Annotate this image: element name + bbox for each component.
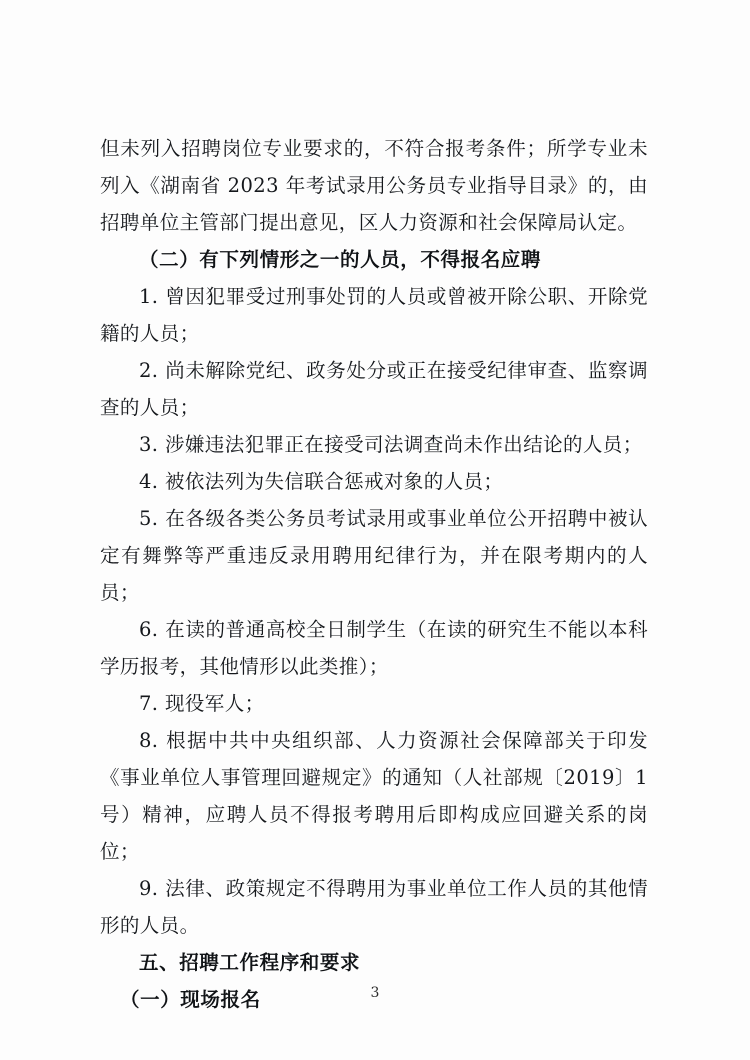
document-body <box>100 130 648 1018</box>
list-item: 9. 法律、政策规定不得聘用为事业单位工作人员的其他情形的人员。 <box>100 877 648 937</box>
list-item: 4. 被依法列为失信联合惩戒对象的人员； <box>139 470 504 493</box>
list-item: 2. 尚未解除党纪、政务处分或正在接受纪律审查、监察调查的人员； <box>100 359 648 419</box>
list-item: 7. 现役军人； <box>139 692 265 715</box>
list-item: 5. 在各级各类公务员考试录用或事业单位公开招聘中被认定有舞弊等严重违反录用聘用纪律行为，并在限考期内的人员； <box>100 507 648 604</box>
list-item: 6. 在读的普通高校全日制学生（在读的研究生不能以本科学历报考，其他情形以此类推）； <box>100 618 648 678</box>
list-item: 3. 涉嫌违法犯罪正在接受司法调查尚未作出结论的人员； <box>139 433 643 456</box>
section-heading-five: 五、招聘工作程序和要求 <box>139 951 361 974</box>
list-item: 8. 根据中共中央组织部、人力资源社会保障部关于印发《事业单位人事管理回避规定》的通知（人社部规〔2019〕1 号）精神，应聘人员不得报考聘用后即构成应回避关系的岗位； <box>100 729 648 863</box>
paragraph-continuation: 但未列入招聘岗位专业要求的，不符合报考条件；所学专业未列入《湖南省 2023 年考试录用公务员专业指导目录》的，由招聘单位主管部门提出意见，区人力资源和社会保障局认定。 <box>100 137 648 234</box>
page-number: 3 <box>370 985 380 1001</box>
section-heading-two: （二）有下列情形之一的人员，不得报名应聘 <box>139 248 542 271</box>
subsection-heading-one: （一）现场报名 <box>120 988 261 1011</box>
list-item: 1. 曾因犯罪受过刑事处罚的人员或曾被开除公职、开除党籍的人员； <box>100 285 648 345</box>
